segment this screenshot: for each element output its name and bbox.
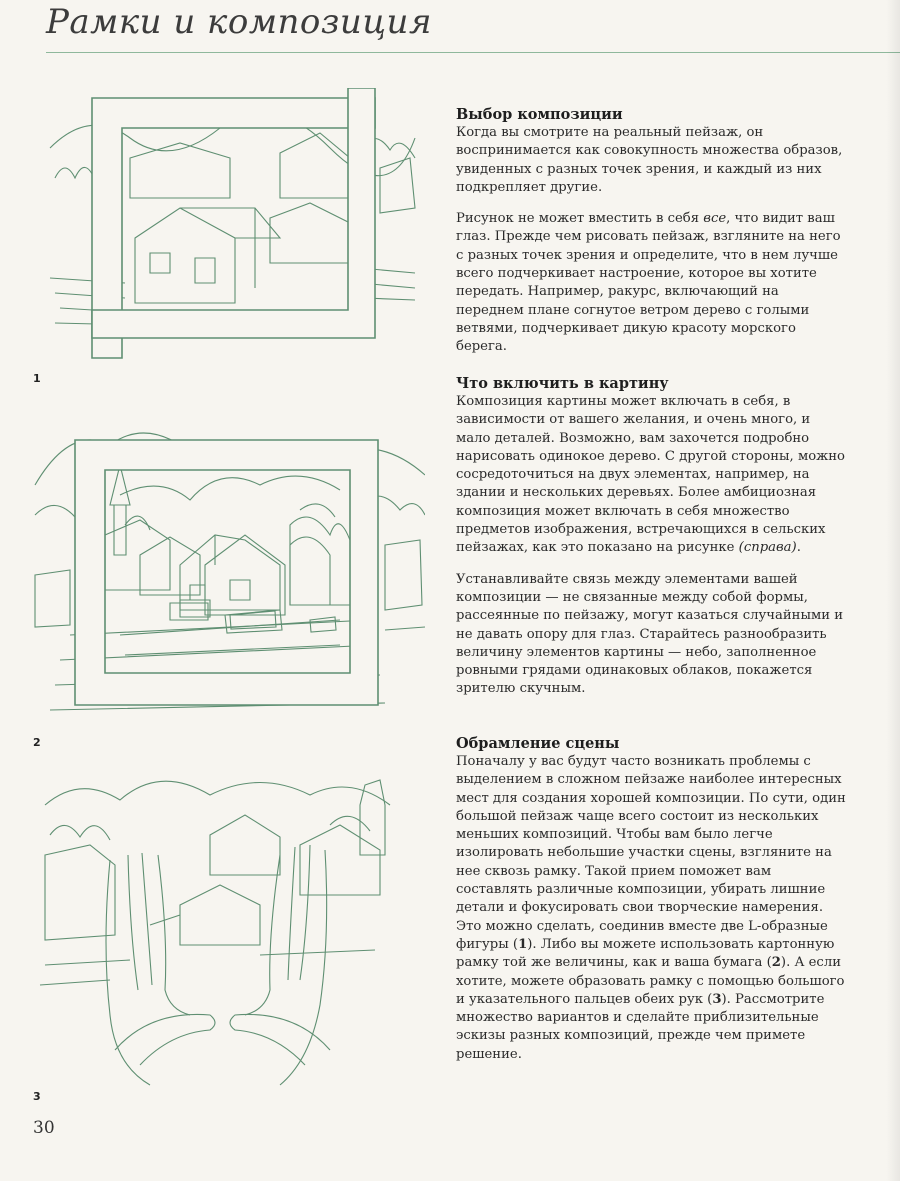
text-run: . <box>796 540 801 556</box>
figure-1-l-frames <box>30 88 420 368</box>
section-heading: Что включить в картину <box>456 375 669 392</box>
page-title: Рамки и композиция <box>46 2 432 42</box>
title-rule <box>46 52 900 53</box>
figure-ref: 3 <box>712 991 722 1007</box>
paragraph <box>456 753 848 1064</box>
text-run: Поначалу у вас будут часто возникать проблемы с выделением в сложном пейзаже наиболее интересных мест для создания хорошей композиции. По сути, один большой пейзаж чаще всего состоит из нескольких меньших композиций. Чтобы вам было легче изолировать небольшие участки сцены, взгляните на нее сквозь рамку. Такой прием поможет вам составлять различные композиции, убирать лишние детали и фокусировать свои творческие намерения. Это можно сделать, соединив вместе две L-образные фигуры ( <box>456 754 846 952</box>
figure-3-hands-frame <box>30 765 425 1095</box>
figure-2-cardboard-frame <box>30 405 425 735</box>
paragraph: Когда вы смотрите на реальный пейзаж, он воспринимается как совокупность множества образов, увиденных с разных точек зрения, и каждый из них подкрепляет другие. <box>456 125 843 195</box>
emphasis-text: (справа) <box>738 540 797 556</box>
figure-2-illustration <box>30 405 425 735</box>
text-run: , что видит ваш глаз. Прежде чем рисовать пейзаж, взгляните на него с разных точек зрения и определите, что в нем лучше всего подчеркивает настроение, которое вы хотите передать. Например, ракурс, включающий на переднем плане согнутое ветром дерево с голыми ветвями, подчеркивает дикую красоту морского берега. <box>456 211 841 355</box>
text-run: Рисунок не может вместить в себя <box>456 211 704 227</box>
figure-3-illustration <box>30 765 425 1095</box>
emphasis-text: все <box>703 211 727 227</box>
page-edge-shadow <box>886 0 900 1181</box>
text-run: Композиция картины может включать в себя, в зависимости от вашего желания, и очень много, и мало деталей. Возможно, вам захочется подробно нарисовать одинокое дерево. С другой стороны, можно сосредоточиться на двух элементах, например, на здании и нескольких деревьях. Более амбициозная композиция может включать в себя множество предметов изображения, встречающихся в сельских пейзажах, как это показано на рисунке <box>456 394 845 556</box>
section-choosing-composition <box>456 105 848 370</box>
text-run: ). Рассмотрите множество вариантов и сделайте приблизительные эскизы разных композиций, прежде чем примете решение. <box>456 991 825 1062</box>
text-run: ). Либо вы можете использовать картонную рамку той же величины, как и ваша бумага ( <box>456 936 835 971</box>
section-heading: Обрамление сцены <box>456 735 620 752</box>
paragraph: Устанавливайте связь между элементами вашей композиции — не связанные между собой формы, рассеянные по пейзажу, могут казаться случайными и не давать опору для глаз. Старайтесь разнообразить величину элементов картины — небо, заполненное ровными грядами одинаковых облаков, покажется зрителю скучным. <box>456 571 843 697</box>
figure-2-number: 2 <box>33 736 41 749</box>
section-heading: Выбор композиции <box>456 106 623 123</box>
paragraph <box>456 210 848 356</box>
text-run: ). А если хотите, можете образовать рамку с помощью большого и указательного пальцев обеих рук ( <box>456 955 845 1007</box>
paragraph <box>456 393 848 558</box>
figure-3-number: 3 <box>33 1090 41 1103</box>
figure-ref: 1 <box>518 936 528 952</box>
section-what-to-include <box>456 374 848 712</box>
section-framing-the-scene <box>456 734 848 1077</box>
page-number: 30 <box>33 1118 55 1138</box>
figure-1-number: 1 <box>33 372 41 385</box>
figure-1-illustration <box>30 88 420 368</box>
figure-ref: 2 <box>771 955 781 971</box>
